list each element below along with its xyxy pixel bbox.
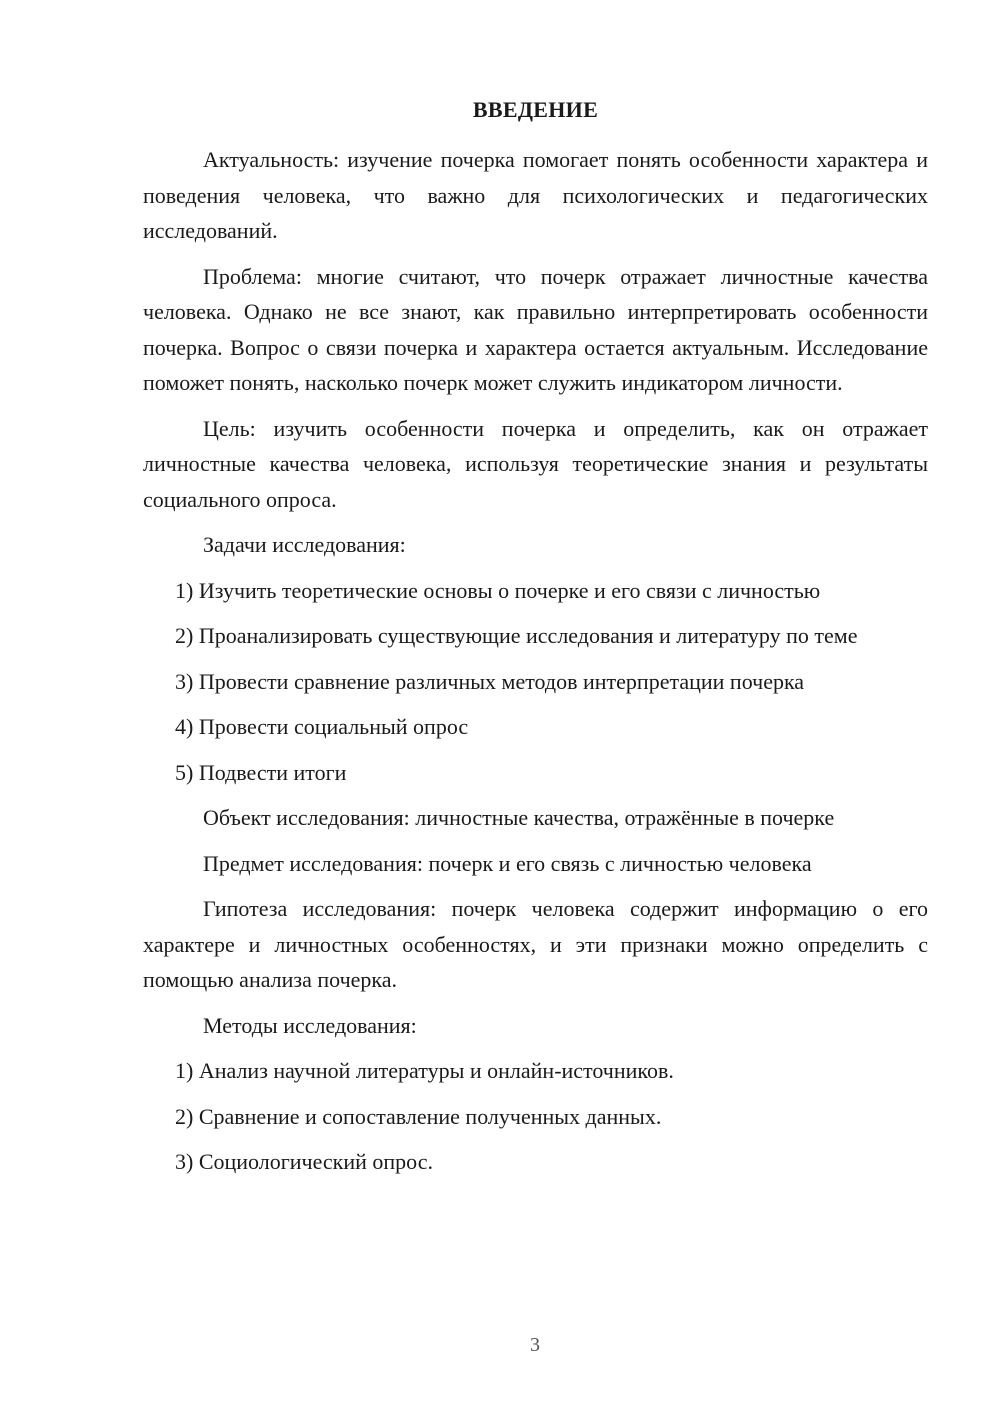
research-hypothesis: Гипотеза исследования: почерк человека содержит информацию о его характере и личностных особенностях, и эти признаки можно определить с помощью анализа почерка.	[143, 896, 928, 992]
section-title: ВВЕДЕНИЕ	[472, 97, 599, 122]
task-item-2: 2) Проанализировать существующие исследования и литературу по теме	[175, 623, 858, 648]
methods-heading: Методы исследования:	[203, 1012, 417, 1038]
page-number: 3	[530, 1334, 540, 1356]
paragraph-relevance: Актуальность: изучение почерка помогает понять особенности характера и поведения человека, что важно для психологических и педагогических исследований.	[143, 147, 928, 243]
paragraph-problem: Проблема: многие считают, что почерк отражает личностные качества человека. Однако не все знают, как правильно интерпретировать особенности почерка. Вопрос о связи почерка и характера остается актуальным. Исследование поможет понять, насколько почерк может служить индикатором личности.	[143, 263, 928, 395]
tasks-heading: Задачи исследования:	[203, 532, 406, 557]
task-item-1: 1) Изучить теоретические основы о почерке и его связи с личностью	[175, 577, 821, 603]
method-item-2: 2) Сравнение и сопоставление полученных данных.	[175, 1103, 662, 1129]
research-object: Объект исследования: личностные качества, отражённые в почерке	[203, 805, 835, 830]
method-item-3: 3) Социологический опрос.	[175, 1149, 433, 1174]
task-item-5: 5) Подвести итоги	[175, 759, 347, 785]
task-item-4: 4) Провести социальный опрос	[175, 714, 469, 739]
task-item-3: 3) Провести сравнение различных методов интерпретации почерка	[175, 668, 805, 694]
method-item-1: 1) Анализ научной литературы и онлайн-источников.	[175, 1058, 674, 1083]
research-subject: Предмет исследования: почерк и его связь с личностью человека	[203, 850, 812, 876]
document-page	[143, 94, 928, 1190]
paragraph-goal: Цель: изучить особенности почерка и определить, как он отражает личностные качества человека, используя теоретические знания и результаты социального опроса.	[143, 415, 928, 512]
